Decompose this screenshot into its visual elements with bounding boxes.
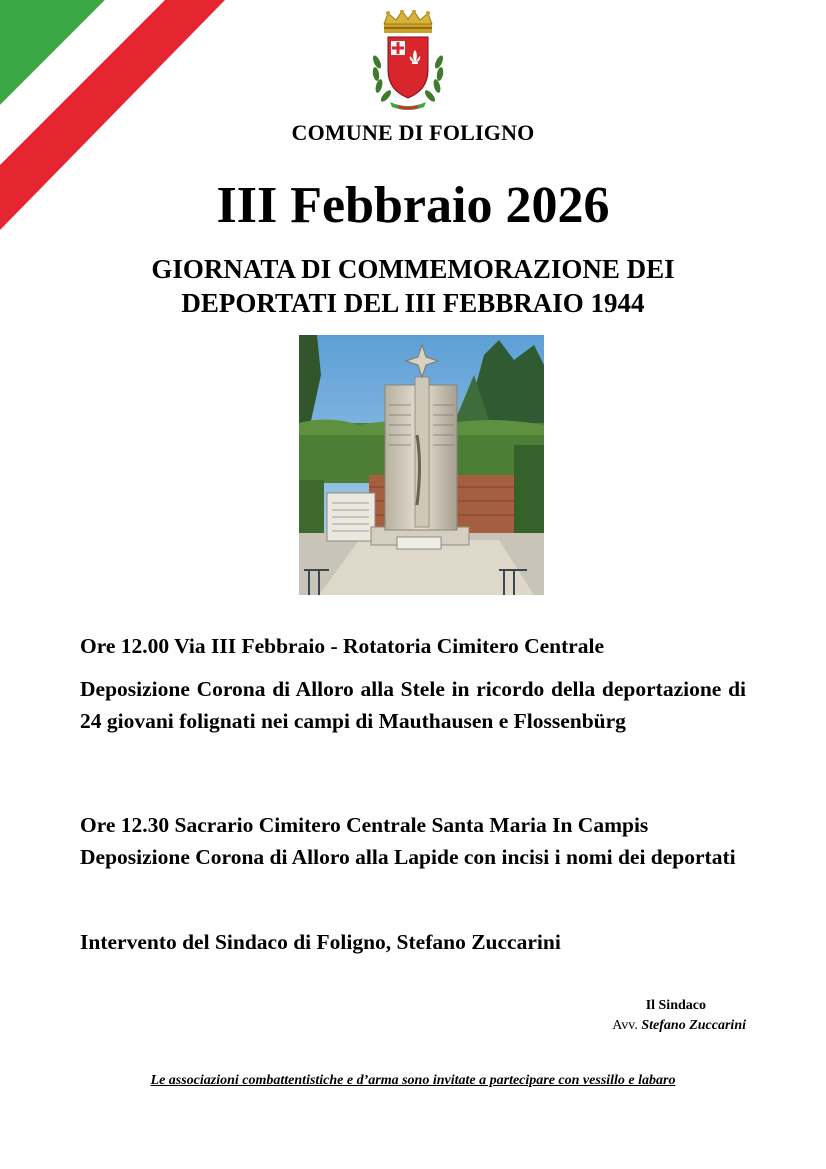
- signature-name: [612, 1016, 746, 1036]
- event-subtitle: [60, 252, 766, 320]
- mayor-speech-note: Intervento del Sindaco di Foligno, Stefano Zuccarini: [80, 930, 561, 954]
- subtitle-line-1: GIORNATA DI COMMEMORAZIONE DEI: [151, 254, 675, 284]
- first-ceremony-time-place: Ore 12.00 Via III Febbraio - Rotatoria Cimitero Centrale: [80, 634, 605, 658]
- footer-note: Le associazioni combattentistiche e d’arma sono invitate a partecipare con vessillo e labaro: [150, 1073, 676, 1088]
- coat-of-arms-icon: [368, 10, 448, 112]
- second-ceremony-description: Deposizione Corona di Alloro alla Lapide con incisi i nomi dei deportati: [80, 845, 736, 869]
- subtitle-line-2: DEPORTATI DEL III FEBBRAIO 1944: [181, 288, 645, 318]
- second-ceremony-time-place: Ore 12.30 Sacrario Cimitero Centrale Santa Maria In Campis: [80, 813, 649, 837]
- first-ceremony-description: Deposizione Corona di Alloro alla Stele in ricordo della deportazione di 24 giovani folignati nei campi di Mauthausen e Flossenbürg: [80, 677, 746, 733]
- memorial-stele-photo: [299, 335, 544, 595]
- organization-name: COMUNE DI FOLIGNO: [291, 120, 535, 145]
- signature-person: Stefano Zuccarini: [641, 1018, 746, 1033]
- signature-title: Il Sindaco: [645, 998, 706, 1013]
- event-date-title: III Febbraio 2026: [216, 177, 610, 234]
- signature-honorific: Avv.: [612, 1018, 638, 1033]
- crown-icon: [384, 10, 432, 33]
